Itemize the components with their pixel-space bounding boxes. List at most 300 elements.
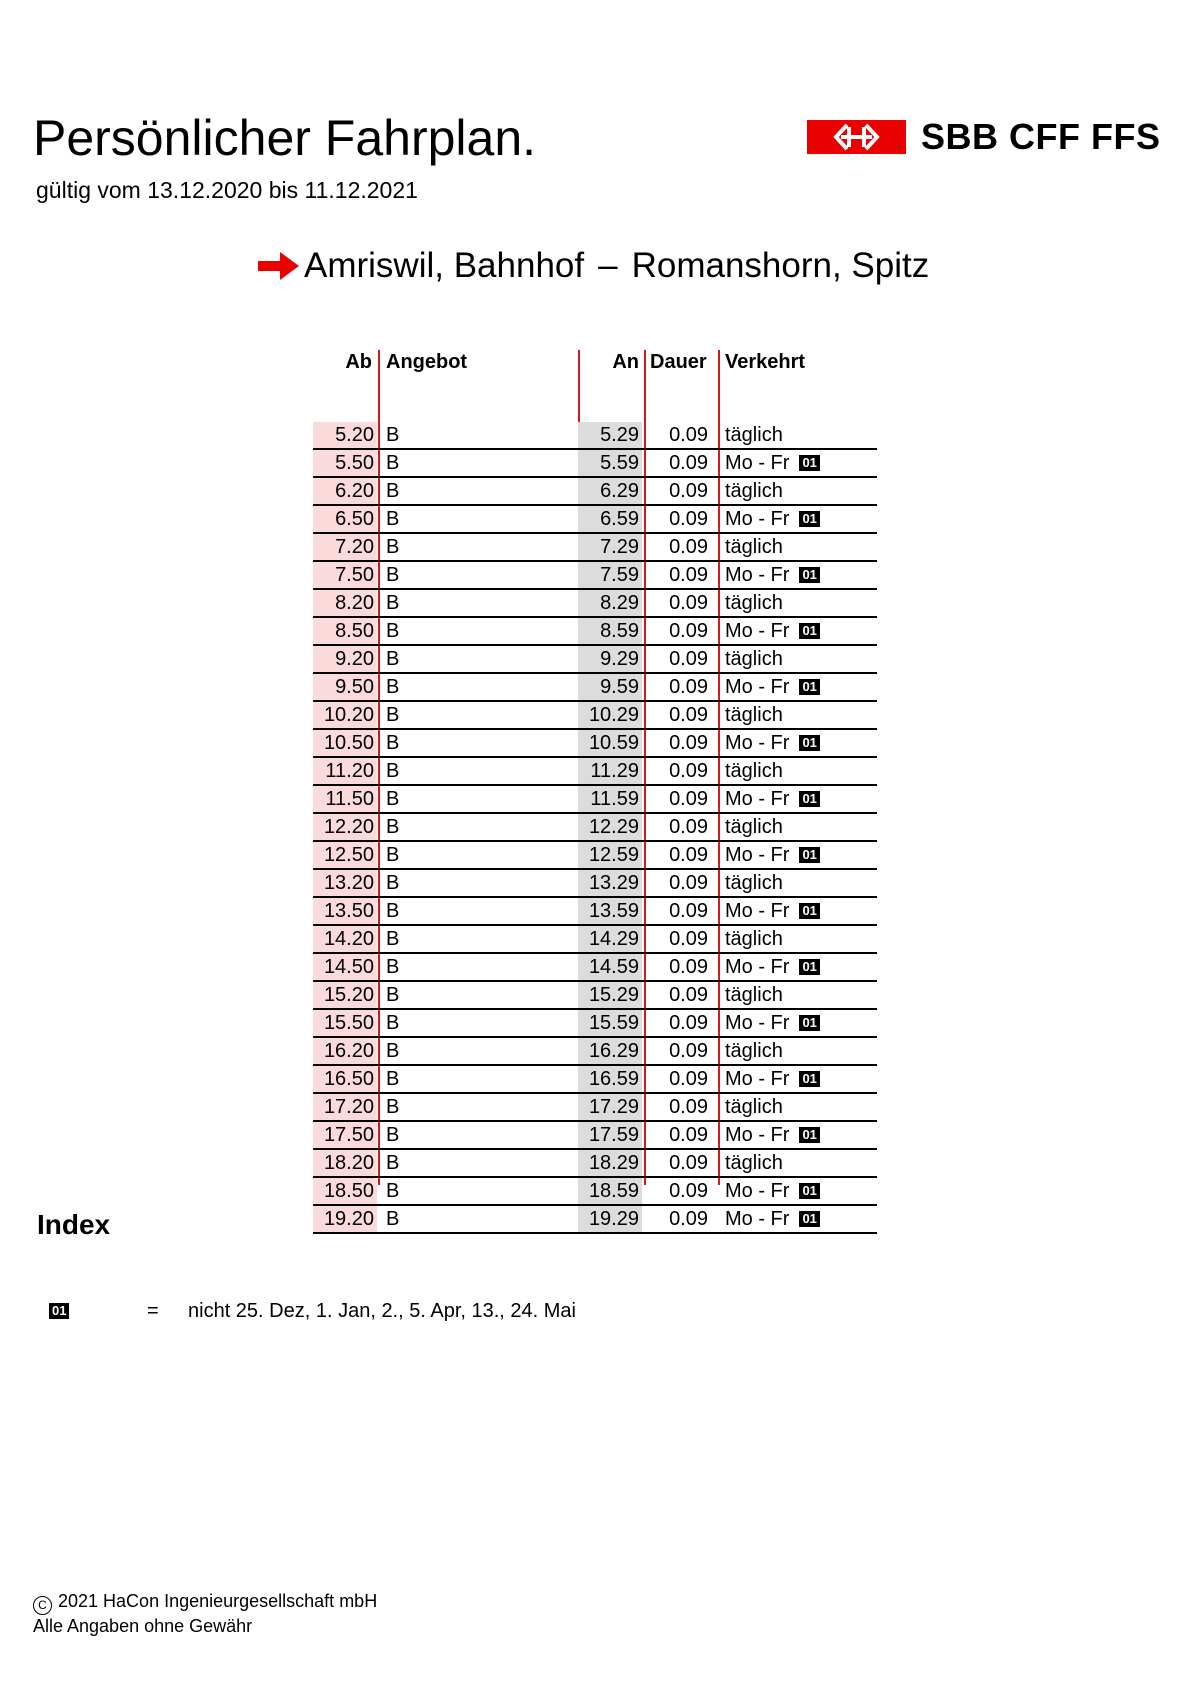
offer xyxy=(386,422,399,448)
offer-text: B xyxy=(386,452,400,474)
arrival-time-text: 15.59 xyxy=(588,1012,639,1034)
operating-days-text: Mo - Fr xyxy=(725,788,790,810)
duration xyxy=(646,450,714,476)
header-dauer: Dauer xyxy=(650,351,707,373)
arrival-time xyxy=(578,954,642,980)
table-row xyxy=(313,506,877,534)
departure-time-text: 15.20 xyxy=(323,984,374,1006)
note-badge: 01 xyxy=(799,791,819,807)
operating-days xyxy=(725,422,783,448)
departure-time xyxy=(313,1150,377,1176)
departure-time-text: 5.20 xyxy=(335,424,374,446)
offer xyxy=(386,674,399,700)
duration-text: 0.09 xyxy=(669,900,708,922)
header-verkehrt: Verkehrt xyxy=(725,351,806,373)
operating-days xyxy=(725,646,783,672)
operating-days-text: täglich xyxy=(725,816,783,838)
offer xyxy=(386,814,399,840)
departure-time xyxy=(313,1206,377,1232)
operating-days-text: täglich xyxy=(725,648,783,670)
duration-text: 0.09 xyxy=(669,956,708,978)
offer xyxy=(386,842,399,868)
duration-text: 0.09 xyxy=(669,1012,708,1034)
arrival-time-text: 7.59 xyxy=(600,564,639,586)
operating-days-text: täglich xyxy=(725,760,783,782)
offer xyxy=(386,534,399,560)
operating-days-text: Mo - Fr xyxy=(725,1012,790,1034)
duration-text: 0.09 xyxy=(669,1040,708,1062)
duration-text: 0.09 xyxy=(669,788,708,810)
arrival-time-text: 10.59 xyxy=(588,732,639,754)
table-row xyxy=(313,1066,877,1094)
arrival-time-text: 5.29 xyxy=(600,424,639,446)
arrival-time xyxy=(578,646,642,672)
departure-time-text: 6.50 xyxy=(335,508,374,530)
table-row xyxy=(313,646,877,674)
departure-time-text: 5.50 xyxy=(335,452,374,474)
table-row xyxy=(313,478,877,506)
arrival-time xyxy=(578,786,642,812)
arrival-time-text: 15.29 xyxy=(588,984,639,1006)
table-row xyxy=(313,758,877,786)
operating-days xyxy=(725,1010,820,1036)
duration-text: 0.09 xyxy=(669,1068,708,1090)
table-row xyxy=(313,926,877,954)
departure-time-text: 11.50 xyxy=(325,788,374,810)
duration xyxy=(646,422,714,448)
duration xyxy=(646,702,714,728)
departure-time-text: 7.20 xyxy=(335,536,374,558)
table-row xyxy=(313,898,877,926)
departure-time xyxy=(313,814,377,840)
duration-text: 0.09 xyxy=(669,816,708,838)
departure-time-text: 7.50 xyxy=(335,564,374,586)
route-to: Romanshorn, Spitz xyxy=(631,246,930,285)
duration-text: 0.09 xyxy=(669,508,708,530)
operating-days xyxy=(725,814,783,840)
note-badge: 01 xyxy=(799,1183,819,1199)
departure-time xyxy=(313,982,377,1008)
operating-days xyxy=(725,534,783,560)
operating-days-text: Mo - Fr xyxy=(725,732,790,754)
note-badge: 01 xyxy=(799,1071,819,1087)
duration-text: 0.09 xyxy=(669,984,708,1006)
offer-text: B xyxy=(386,1012,400,1034)
operating-days xyxy=(725,786,820,812)
arrival-time xyxy=(578,1178,642,1204)
departure-time-text: 14.20 xyxy=(323,928,374,950)
departure-time-text: 10.50 xyxy=(323,732,374,754)
arrival-time xyxy=(578,1066,642,1092)
offer xyxy=(386,730,399,756)
arrival-time xyxy=(578,674,642,700)
operating-days-text: Mo - Fr xyxy=(725,844,790,866)
note-badge: 01 xyxy=(799,455,819,471)
arrival-time xyxy=(578,898,642,924)
departure-time xyxy=(313,954,377,980)
offer-text: B xyxy=(386,536,400,558)
operating-days-text: Mo - Fr xyxy=(725,1180,790,1202)
duration xyxy=(646,814,714,840)
arrival-time xyxy=(578,562,642,588)
offer-text: B xyxy=(386,508,400,530)
operating-days-text: Mo - Fr xyxy=(725,508,790,530)
arrival-time-text: 7.29 xyxy=(600,536,639,558)
duration-text: 0.09 xyxy=(669,1152,708,1174)
note-badge: 01 xyxy=(799,679,819,695)
operating-days xyxy=(725,842,820,868)
departure-time-text: 15.50 xyxy=(323,1012,374,1034)
offer xyxy=(386,1206,399,1232)
arrow-right-icon xyxy=(258,251,300,281)
departure-time xyxy=(313,506,377,532)
duration-text: 0.09 xyxy=(669,1096,708,1118)
departure-time xyxy=(313,534,377,560)
arrival-time xyxy=(578,450,642,476)
arrival-time-text: 13.59 xyxy=(588,900,639,922)
logo-wordmark: SBB CFF FFS xyxy=(921,116,1161,157)
table-row xyxy=(313,450,877,478)
duration-text: 0.09 xyxy=(669,928,708,950)
table-row xyxy=(313,1150,877,1178)
arrival-time xyxy=(578,842,642,868)
operating-days-text: Mo - Fr xyxy=(725,620,790,642)
operating-days-text: Mo - Fr xyxy=(725,1124,790,1146)
departure-time xyxy=(313,478,377,504)
arrival-time-text: 14.29 xyxy=(588,928,639,950)
arrival-time xyxy=(578,1150,642,1176)
copyright-icon: C xyxy=(33,1596,52,1615)
offer xyxy=(386,1038,399,1064)
operating-days-text: täglich xyxy=(725,1152,783,1174)
note-badge: 01 xyxy=(799,903,819,919)
swiss-cross-arrows-icon xyxy=(807,120,906,154)
departure-time xyxy=(313,618,377,644)
duration xyxy=(646,1150,714,1176)
arrival-time xyxy=(578,1010,642,1036)
copyright-text: 2021 HaCon Ingenieurgesellschaft mbH xyxy=(58,1591,378,1611)
offer xyxy=(386,1094,399,1120)
duration xyxy=(646,898,714,924)
offer-text: B xyxy=(386,676,400,698)
offer xyxy=(386,982,399,1008)
operating-days-text: Mo - Fr xyxy=(725,956,790,978)
offer-text: B xyxy=(386,564,400,586)
arrival-time-text: 17.29 xyxy=(588,1096,639,1118)
departure-time xyxy=(313,1178,377,1204)
duration xyxy=(646,954,714,980)
operating-days-text: täglich xyxy=(725,872,783,894)
operating-days xyxy=(725,870,783,896)
duration-text: 0.09 xyxy=(669,872,708,894)
operating-days xyxy=(725,618,820,644)
operating-days-text: Mo - Fr xyxy=(725,676,790,698)
footer xyxy=(33,1590,377,1637)
operating-days xyxy=(725,674,820,700)
departure-time xyxy=(313,898,377,924)
arrival-time-text: 8.29 xyxy=(600,592,639,614)
duration xyxy=(646,730,714,756)
table-row xyxy=(313,982,877,1010)
table-row xyxy=(313,422,877,450)
table-row xyxy=(313,870,877,898)
arrival-time xyxy=(578,730,642,756)
note-badge: 01 xyxy=(799,1211,819,1227)
offer xyxy=(386,1010,399,1036)
offer xyxy=(386,898,399,924)
offer-text: B xyxy=(386,1208,400,1230)
departure-time-text: 8.20 xyxy=(335,592,374,614)
index-heading: Index xyxy=(37,1209,111,1240)
departure-time xyxy=(313,562,377,588)
operating-days xyxy=(725,1122,820,1148)
offer xyxy=(386,702,399,728)
offer-text: B xyxy=(386,592,400,614)
arrival-time-text: 16.59 xyxy=(588,1068,639,1090)
duration xyxy=(646,982,714,1008)
offer xyxy=(386,1122,399,1148)
departure-time xyxy=(313,842,377,868)
note-badge: 01 xyxy=(799,1015,819,1031)
arrival-time xyxy=(578,422,642,448)
offer-text: B xyxy=(386,704,400,726)
table-row xyxy=(313,1206,877,1234)
operating-days xyxy=(725,702,783,728)
arrival-time-text: 14.59 xyxy=(588,956,639,978)
departure-time-text: 17.20 xyxy=(323,1096,374,1118)
duration xyxy=(646,534,714,560)
arrival-time-text: 9.29 xyxy=(600,648,639,670)
offer xyxy=(386,1178,399,1204)
operating-days xyxy=(725,562,820,588)
offer-text: B xyxy=(386,480,400,502)
operating-days xyxy=(725,758,783,784)
departure-time-text: 13.50 xyxy=(323,900,374,922)
table-row xyxy=(313,1094,877,1122)
arrival-time xyxy=(578,814,642,840)
operating-days-text: täglich xyxy=(725,592,783,614)
arrival-time-text: 9.59 xyxy=(600,676,639,698)
arrival-time xyxy=(578,758,642,784)
validity-period: gültig vom 13.12.2020 bis 11.12.2021 xyxy=(36,177,418,203)
arrival-time xyxy=(578,506,642,532)
copyright-line xyxy=(33,1590,377,1615)
table-row xyxy=(313,730,877,758)
departure-time xyxy=(313,590,377,616)
operating-days-text: Mo - Fr xyxy=(725,564,790,586)
arrival-time-text: 6.59 xyxy=(600,508,639,530)
offer-text: B xyxy=(386,1068,400,1090)
offer-text: B xyxy=(386,424,400,446)
operating-days xyxy=(725,1206,820,1232)
operating-days-text: täglich xyxy=(725,928,783,950)
offer-text: B xyxy=(386,732,400,754)
departure-time xyxy=(313,870,377,896)
offer-text: B xyxy=(386,956,400,978)
duration xyxy=(646,1178,714,1204)
offer-text: B xyxy=(386,1152,400,1174)
departure-time-text: 13.20 xyxy=(323,872,374,894)
offer-text: B xyxy=(386,760,400,782)
table-row xyxy=(313,842,877,870)
duration-text: 0.09 xyxy=(669,1180,708,1202)
departure-time xyxy=(313,1094,377,1120)
header-ab: Ab xyxy=(345,351,372,373)
arrival-time xyxy=(578,1038,642,1064)
operating-days-text: täglich xyxy=(725,1040,783,1062)
arrival-time-text: 16.29 xyxy=(588,1040,639,1062)
duration-text: 0.09 xyxy=(669,620,708,642)
legend-equals: = xyxy=(147,1300,159,1322)
departure-time xyxy=(313,926,377,952)
note-badge: 01 xyxy=(799,735,819,751)
operating-days-text: täglich xyxy=(725,1096,783,1118)
duration-text: 0.09 xyxy=(669,564,708,586)
table-row xyxy=(313,1178,877,1206)
offer xyxy=(386,590,399,616)
operating-days xyxy=(725,898,820,924)
duration-text: 0.09 xyxy=(669,704,708,726)
duration xyxy=(646,758,714,784)
departure-time xyxy=(313,702,377,728)
arrival-time xyxy=(578,534,642,560)
offer xyxy=(386,562,399,588)
duration xyxy=(646,1122,714,1148)
note-badge: 01 xyxy=(799,847,819,863)
legend-text: nicht 25. Dez, 1. Jan, 2., 5. Apr, 13., 24. Mai xyxy=(188,1300,576,1322)
departure-time xyxy=(313,1066,377,1092)
operating-days xyxy=(725,982,783,1008)
departure-time-text: 12.50 xyxy=(323,844,374,866)
offer-text: B xyxy=(386,928,400,950)
duration-text: 0.09 xyxy=(669,424,708,446)
offer xyxy=(386,618,399,644)
operating-days xyxy=(725,1038,783,1064)
operating-days-text: täglich xyxy=(725,480,783,502)
arrival-time-text: 10.29 xyxy=(588,704,639,726)
table-row xyxy=(313,702,877,730)
arrival-time-text: 11.29 xyxy=(590,760,639,782)
table-row xyxy=(313,562,877,590)
header-an: An xyxy=(612,351,639,373)
offer xyxy=(386,1150,399,1176)
arrival-time-text: 18.59 xyxy=(588,1180,639,1202)
arrival-time xyxy=(578,618,642,644)
duration-text: 0.09 xyxy=(669,452,708,474)
offer-text: B xyxy=(386,872,400,894)
duration xyxy=(646,1066,714,1092)
operating-days xyxy=(725,1094,783,1120)
offer-text: B xyxy=(386,1096,400,1118)
duration xyxy=(646,618,714,644)
page-title: Persönlicher Fahrplan. xyxy=(33,110,537,166)
offer xyxy=(386,646,399,672)
operating-days xyxy=(725,590,783,616)
offer xyxy=(386,478,399,504)
duration-text: 0.09 xyxy=(669,1124,708,1146)
arrival-time xyxy=(578,590,642,616)
duration-text: 0.09 xyxy=(669,844,708,866)
arrival-time-text: 19.29 xyxy=(588,1208,639,1230)
departure-time-text: 6.20 xyxy=(335,480,374,502)
departure-time-text: 16.20 xyxy=(323,1040,374,1062)
duration-text: 0.09 xyxy=(669,676,708,698)
departure-time xyxy=(313,786,377,812)
table-row xyxy=(313,674,877,702)
duration xyxy=(646,1038,714,1064)
operating-days xyxy=(725,450,820,476)
operating-days xyxy=(725,730,820,756)
operating-days-text: Mo - Fr xyxy=(725,452,790,474)
note-badge: 01 xyxy=(799,511,819,527)
offer-text: B xyxy=(386,1040,400,1062)
offer xyxy=(386,954,399,980)
arrival-time xyxy=(578,702,642,728)
offer-text: B xyxy=(386,984,400,1006)
departure-time-text: 18.50 xyxy=(323,1180,374,1202)
table-row xyxy=(313,618,877,646)
departure-time-text: 11.20 xyxy=(325,760,374,782)
arrival-time xyxy=(578,1094,642,1120)
duration xyxy=(646,646,714,672)
offer-text: B xyxy=(386,648,400,670)
header-angebot: Angebot xyxy=(386,351,468,373)
duration-text: 0.09 xyxy=(669,1208,708,1230)
offer-text: B xyxy=(386,1124,400,1146)
arrival-time xyxy=(578,870,642,896)
departure-time-text: 12.20 xyxy=(323,816,374,838)
operating-days-text: täglich xyxy=(725,536,783,558)
departure-time xyxy=(313,1010,377,1036)
duration-text: 0.09 xyxy=(669,648,708,670)
arrival-time-text: 5.59 xyxy=(600,452,639,474)
departure-time-text: 16.50 xyxy=(323,1068,374,1090)
duration xyxy=(646,562,714,588)
departure-time xyxy=(313,758,377,784)
duration xyxy=(646,842,714,868)
offer-text: B xyxy=(386,1180,400,1202)
offer xyxy=(386,506,399,532)
operating-days xyxy=(725,478,783,504)
duration xyxy=(646,926,714,952)
departure-time xyxy=(313,1122,377,1148)
duration xyxy=(646,674,714,700)
operating-days-text: Mo - Fr xyxy=(725,1208,790,1230)
operating-days-text: Mo - Fr xyxy=(725,1068,790,1090)
arrival-time-text: 18.29 xyxy=(588,1152,639,1174)
duration xyxy=(646,1206,714,1232)
route-separator: – xyxy=(598,246,618,285)
offer-text: B xyxy=(386,816,400,838)
offer xyxy=(386,786,399,812)
duration-text: 0.09 xyxy=(669,760,708,782)
table-row xyxy=(313,814,877,842)
departure-time xyxy=(313,730,377,756)
operating-days-text: täglich xyxy=(725,424,783,446)
arrival-time-text: 6.29 xyxy=(600,480,639,502)
arrival-time-text: 8.59 xyxy=(600,620,639,642)
route-from: Amriswil, Bahnhof xyxy=(304,246,585,285)
operating-days xyxy=(725,954,820,980)
operating-days-text: täglich xyxy=(725,704,783,726)
departure-time-text: 14.50 xyxy=(323,956,374,978)
arrival-time xyxy=(578,982,642,1008)
arrival-time xyxy=(578,1206,642,1232)
note-badge: 01 xyxy=(799,1127,819,1143)
operating-days xyxy=(725,1178,820,1204)
note-badge: 01 xyxy=(799,623,819,639)
offer xyxy=(386,1066,399,1092)
